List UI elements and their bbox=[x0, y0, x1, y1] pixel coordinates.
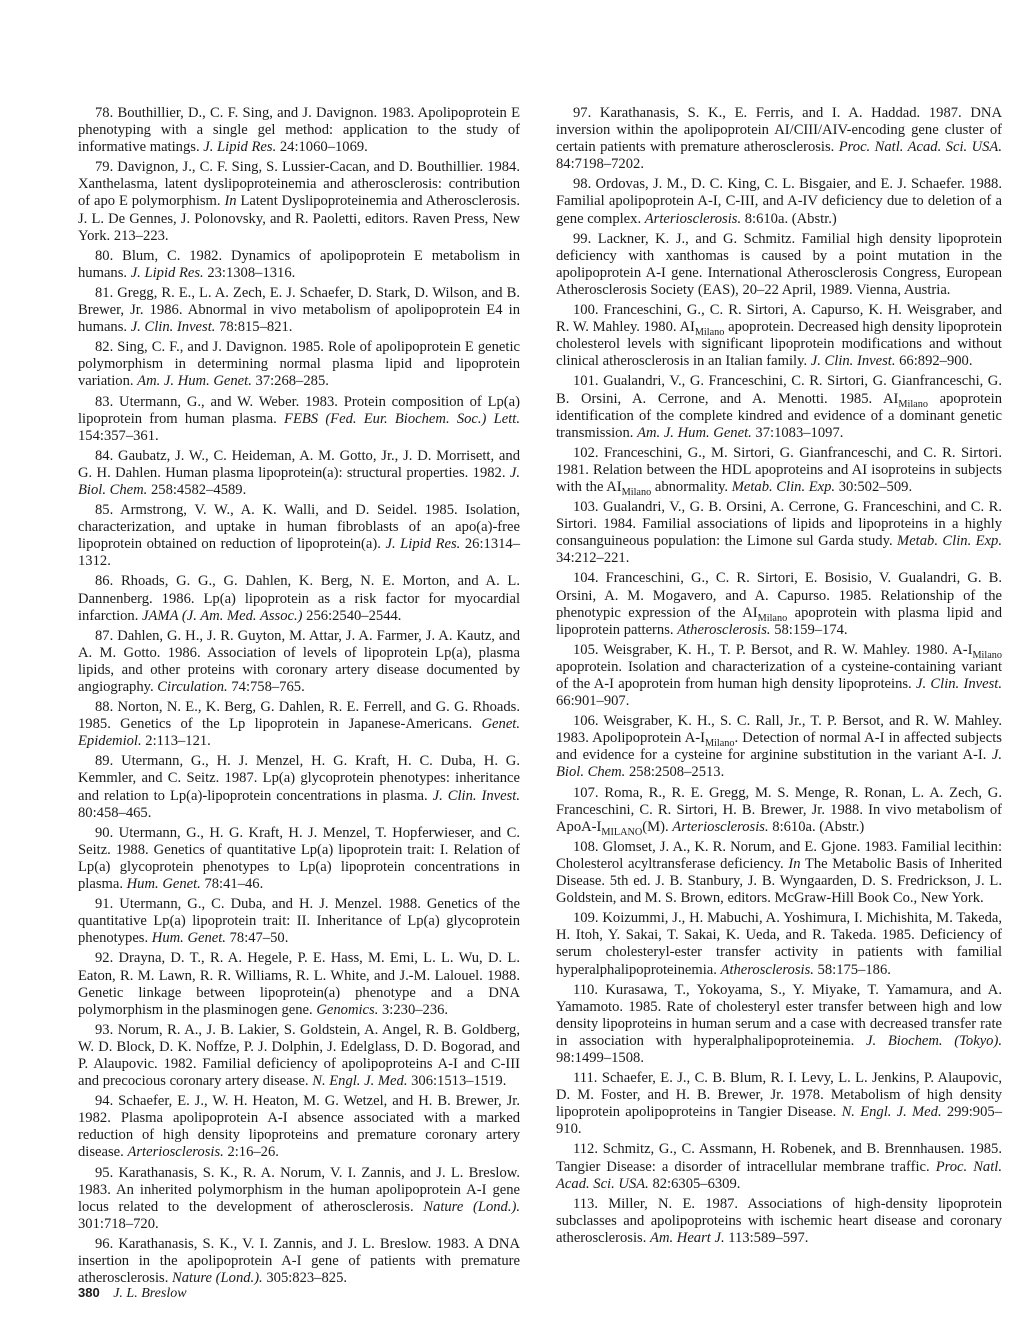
reference-entry: 97. Karathanasis, S. K., E. Ferris, and I. A. Haddad. 1987. DNA inversion within the apolipoprotein AI/CIII/AIV-encoding gene cluster of certain patients with premature atherosclerosis. Proc. Natl. Acad. Sci. USA. 84:7198–7202. bbox=[556, 105, 1002, 173]
reference-entry: 83. Utermann, G., and W. Weber. 1983. Protein composition of Lp(a) lipoprotein from human plasma. FEBS (Fed. Eur. Biochem. Soc.) Lett. 154:357–361. bbox=[78, 393, 520, 444]
page-number: 380 bbox=[78, 1285, 100, 1300]
reference-entry: 110. Kurasawa, T., Yokoyama, S., Y. Miyake, T. Yamamura, and A. Yamamoto. 1985. Rate of cholesteryl ester transfer between high and low density lipoproteins in human serum and a case with decreased transfer rate in association with hyperalphalipoproteinemia. J. Biochem. (Tokyo). 98:1499–1508. bbox=[556, 981, 1002, 1066]
reference-entry: 108. Glomset, J. A., K. R. Norum, and E. Gjone. 1983. Familial lecithin: Cholesterol acyltransferase deficiency. In The Metabolic Basis of Inherited Disease. 5th ed. J. B. Stanbury, J. B. Wyngaarden, D. S. Fredrickson, J. L. Goldstein, and M. S. Brown, editors. McGraw-Hill Book Co., New York. bbox=[556, 838, 1002, 907]
page-footer bbox=[78, 1285, 187, 1302]
reference-column-right bbox=[556, 105, 1002, 1250]
reference-entry: 81. Gregg, R. E., L. A. Zech, E. J. Schaefer, D. Stark, D. Wilson, and B. Brewer, Jr. 1986. Abnormal in vivo metabolism of apolipoprotein E4 in humans. J. Clin. Invest. 78:815–821. bbox=[78, 284, 520, 336]
reference-entry: 93. Norum, R. A., J. B. Lakier, S. Goldstein, A. Angel, R. B. Goldberg, W. D. Block, D. K. Noffze, P. J. Dolphin, J. Edelglass, D. D. Bogorad, and P. Alaupovic. 1982. Familial deficiency of apolipoproteins A-I and C-III and precocious coronary artery disease. N. Engl. J. Med. 306:1513–1519. bbox=[78, 1021, 520, 1090]
reference-entry: 96. Karathanasis, S. K., V. I. Zannis, and J. L. Breslow. 1983. A DNA insertion in the apolipoprotein A-I gene of patients with premature atherosclerosis. Nature (Lond.). 305:823–825. bbox=[78, 1235, 520, 1287]
reference-entry: 103. Gualandri, V., G. B. Orsini, A. Cerrone, G. Franceschini, and C. R. Sirtori. 1984. Familial associations of lipids and lipoproteins in a highly consanguineous population: the Limone sul Garda study. Metab. Clin. Exp. 34:212–221. bbox=[556, 499, 1002, 567]
reference-column-left bbox=[78, 105, 520, 1290]
reference-entry: 98. Ordovas, J. M., D. C. King, C. L. Bisgaier, and E. J. Schaefer. 1988. Familial apolipoprotein A-I, C-III, and A-IV deficiency due to deletion of a gene complex. Arteriosclerosis. 8:610a. (Abstr.) bbox=[556, 176, 1002, 227]
reference-entry: 84. Gaubatz, J. W., C. Heideman, A. M. Gotto, Jr., J. D. Morrisett, and G. H. Dahlen. Human plasma lipoprotein(a): structural properties. 1982. J. Biol. Chem. 258:4582–4589. bbox=[78, 447, 520, 498]
reference-entry: 104. Franceschini, G., C. R. Sirtori, E. Bosisio, V. Gualandri, G. B. Orsini, A. M. Mogavero, and A. Capurso. 1985. Relationship of the phenotypic expression of the $AI_{Milano}$ apoprotein with plasma lipid and lipoprotein patterns. Atherosclerosis. 58:159–174. bbox=[556, 570, 1003, 638]
reference-entry: 87. Dahlen, G. H., J. R. Guyton, M. Attar, J. A. Farmer, J. A. Kautz, and A. M. Gotto. 1986. Association of levels of lipoprotein Lp(a), plasma lipids, and other proteins with coronary artery disease documented by angiography. Circulation. 74:758–765. bbox=[78, 627, 520, 695]
reference-entry: 82. Sing, C. F., and J. Davignon. 1985. Role of apolipoprotein E genetic polymorphism in determining normal plasma lipid and lipoprotein variation. Am. J. Hum. Genet. 37:268–285. bbox=[78, 339, 520, 390]
reference-entry: 92. Drayna, D. T., R. A. Hegele, P. E. Hass, M. Emi, L. L. Wu, D. L. Eaton, R. M. Lawn, R. R. Williams, R. L. White, and J.-M. Lalouel. 1988. Genetic linkage between lipoprotein(a) phenotype and a DNA polymorphism in the plasminogen gene. Genomics. 3:230–236. bbox=[78, 950, 520, 1018]
reference-entry: 88. Norton, N. E., K. Berg, G. Dahlen, R. E. Ferrell, and G. G. Rhoads. 1985. Genetics of the Lp lipoprotein in Japanese-Americans. Genet. Epidemiol. 2:113–121. bbox=[78, 699, 520, 750]
reference-entry: 105. Weisgraber, K. H., T. P. Bersot, and R. W. Mahley. 1980. $A-I_{Milano}$ apoprotein. Isolation and characterization of a cysteine-containing variant of the A-I apoprotein from human high density lipoproteins. J. Clin. Invest. 66:901–907. bbox=[556, 641, 1002, 710]
reference-entry: 99. Lackner, K. J., and G. Schmitz. Familial high density lipoprotein deficiency with xanthomas is caused by a point mutation in the apolipoprotein A-I gene. International Atherosclerosis Congress, European Atherosclerosis Society (EAS), 20–22 April, 1989. Vienna, Austria. bbox=[556, 230, 1002, 298]
reference-entry: 94. Schaefer, E. J., W. H. Heaton, M. G. Wetzel, and H. B. Brewer, Jr. 1982. Plasma apolipoprotein A-I absence associated with a marked reduction of high density lipoproteins and premature coronary artery disease. Arteriosclerosis. 2:16–26. bbox=[78, 1093, 520, 1161]
reference-entry: 111. Schaefer, E. J., C. B. Blum, R. I. Levy, L. L. Jenkins, P. Alaupovic, D. M. Foster, and H. B. Brewer, Jr. 1978. Metabolism of high density lipoprotein apolipoproteins in Tangier Disease. N. Engl. J. Med. 299:905–910. bbox=[556, 1070, 1002, 1138]
running-author: J. L. Breslow bbox=[113, 1286, 187, 1301]
reference-entry: 95. Karathanasis, S. K., R. A. Norum, V. I. Zannis, and J. L. Breslow. 1983. An inherited polymorphism in the human apolipoprotein A-I gene locus related to the development of atherosclerosis. Nature (Lond.). 301:718–720. bbox=[78, 1164, 520, 1232]
reference-entry: 112. Schmitz, G., C. Assmann, H. Robenek, and B. Brennhausen. 1985. Tangier Disease: a disorder of intracellular membrane traffic. Proc. Natl. Acad. Sci. USA. 82:6305–6309. bbox=[556, 1141, 1002, 1192]
reference-entry: 80. Blum, C. 1982. Dynamics of apolipoprotein E metabolism in humans. J. Lipid Res. 23:1308–1316. bbox=[78, 247, 520, 281]
reference-entry: 107. Roma, R., R. E. Gregg, M. S. Menge, R. Ronan, L. A. Zech, G. Franceschini, C. R. Sirtori, H. B. Brewer, Jr. 1988. In vivo metabolism of ApoA-$I_{MILANO}(M)$. Arteriosclerosis. 8:610a. (Abstr.) bbox=[556, 784, 1002, 838]
reference-entry: 86. Rhoads, G. G., G. Dahlen, K. Berg, N. E. Morton, and A. L. Dannenberg. 1986. Lp(a) lipoprotein as a risk factor for myocardial infarction. JAMA (J. Am. Med. Assoc.) 256:2540–2544. bbox=[78, 573, 520, 624]
reference-entry: 90. Utermann, G., H. G. Kraft, H. J. Menzel, T. Hopferwieser, and C. Seitz. 1988. Genetics of quantitative Lp(a) lipoprotein trait: I. Relation of Lp(a) glycoprotein phenotypes to Lp(a) lipoprotein concentrations in plasma. Hum. Genet. 78:41–46. bbox=[78, 824, 520, 893]
reference-entry: 79. Davignon, J., C. F. Sing, S. Lussier-Cacan, and D. Bouthillier. 1984. Xanthelasma, latent dyslipoproteinemia and atherosclerosis: contribution of apo E polymorphism. In Latent Dyslipoproteinemia and Atherosclerosis. J. L. De Gennes, J. Polonovsky, and R. Paoletti, editors. Raven Press, New York. 213–223. bbox=[78, 159, 520, 244]
reference-entry: 85. Armstrong, V. W., A. K. Walli, and D. Seidel. 1985. Isolation, characterization, and uptake in human fibroblasts of an apo(a)-free lipoprotein obtained on reduction of lipoprotein(a). J. Lipid Res. 26:1314–1312. bbox=[78, 502, 521, 570]
reference-entry: 101. Gualandri, V., G. Franceschini, C. R. Sirtori, G. Gianfranceschi, G. B. Orsini, A. Cerrone, and A. Menotti. 1985. $AI_{Milano}$ apoprotein identification of the complete kindred and evidence of a dominant genetic transmission. Am. J. Hum. Genet. 37:1083–1097. bbox=[556, 373, 1003, 441]
reference-entry: 89. Utermann, G., H. J. Menzel, H. G. Kraft, H. C. Duba, H. G. Kemmler, and C. Seitz. 1987. Lp(a) glycoprotein phenotypes: inheritance and relation to Lp(a)-lipoprotein concentrations in plasma. J. Clin. Invest. 80:458–465. bbox=[78, 753, 520, 821]
reference-entry: 102. Franceschini, G., M. Sirtori, G. Gianfranceschi, and C. R. Sirtori. 1981. Relation between the HDL apoproteins and AI isoproteins in subjects with the $AI_{Milano}$ abnormality. Metab. Clin. Exp. 30:502–509. bbox=[556, 444, 1002, 498]
reference-entry: 91. Utermann, G., C. Duba, and H. J. Menzel. 1988. Genetics of the quantitative Lp(a) lipoprotein trait: II. Inheritance of Lp(a) glycoprotein phenotypes. Hum. Genet. 78:47–50. bbox=[78, 896, 520, 947]
reference-entry: 106. Weisgraber, K. H., S. C. Rall, Jr., T. P. Bersot, and R. W. Mahley. 1983. Apolipoprotein $A-I_{Milano}$. Detection of normal A-I in affected subjects and evidence for a cysteine for arginine substitution in the variant A-I. J. Biol. Chem. 258:2508–2513. bbox=[556, 713, 1002, 781]
reference-entry: 113. Miller, N. E. 1987. Associations of high-density lipoprotein subclasses and apolipoproteins with ischemic heart disease and coronary atherosclerosis. Am. Heart J. 113:589–597. bbox=[556, 1195, 1002, 1246]
reference-entry: 109. Koizummi, J., H. Mabuchi, A. Yoshimura, I. Michishita, M. Takeda, H. Itoh, Y. Sakai, T. Sakai, K. Ueda, and R. Takeda. 1985. Deficiency of serum cholesteryl-ester transfer activity in patients with familial hyperalphalipoproteinemia. Atherosclerosis. 58:175–186. bbox=[556, 910, 1002, 978]
reference-entry: 78. Bouthillier, D., C. F. Sing, and J. Davignon. 1983. Apolipoprotein E phenotyping with a single gel method: application to the study of informative matings. J. Lipid Res. 24:1060–1069. bbox=[78, 105, 520, 156]
reference-entry: 100. Franceschini, G., C. R. Sirtori, A. Capurso, K. H. Weisgraber, and R. W. Mahley. 1980. $AI_{Milano}$ apoprotein. Decreased high density lipoprotein cholesterol levels with significant lipoprotein modifications and without clinical atherosclerosis in an Italian family. J. Clin. Invest. 66:892–900. bbox=[556, 302, 1002, 370]
